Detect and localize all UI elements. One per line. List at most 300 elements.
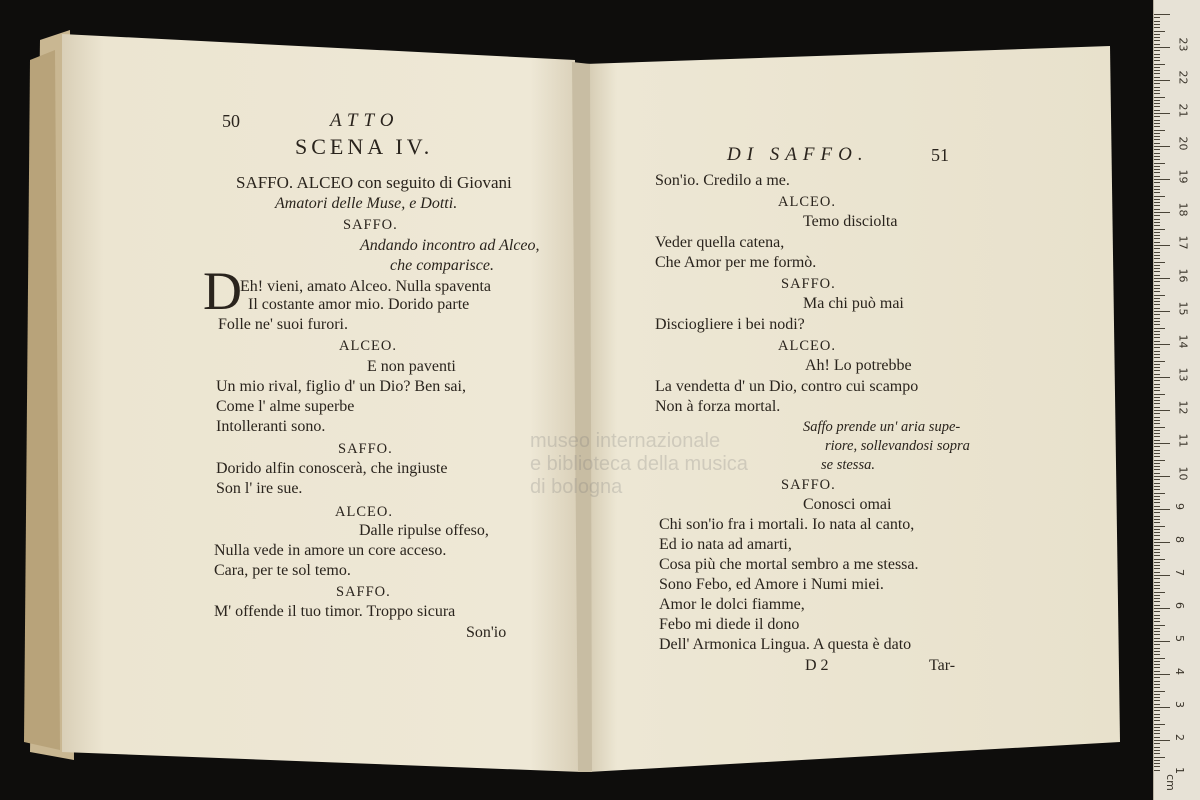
verse-line: Ma chi può mai (803, 295, 904, 312)
ruler-tick (1154, 486, 1160, 487)
ruler-tick (1154, 54, 1160, 55)
speaker-label: SAFFO. (338, 441, 393, 457)
ruler-tick (1154, 615, 1160, 616)
ruler-tick (1154, 351, 1160, 352)
ruler-tick (1154, 469, 1160, 470)
ruler-tick (1154, 436, 1160, 437)
ruler-tick (1154, 403, 1160, 404)
ruler-tick (1154, 205, 1160, 206)
ruler-tick (1154, 743, 1160, 744)
verse-line: Che Amor per me formò. (655, 254, 817, 271)
drop-cap: D (203, 261, 242, 321)
ruler-tick (1154, 298, 1160, 299)
ruler-tick (1154, 146, 1170, 147)
ruler-tick (1154, 750, 1160, 751)
speaker-label: ALCEO. (339, 338, 397, 354)
ruler-tick (1154, 308, 1160, 309)
ruler-tick (1154, 440, 1160, 441)
stage-direction: Saffo prende un' aria supe- (803, 419, 961, 435)
ruler-tick (1154, 763, 1160, 764)
ruler-tick (1154, 384, 1160, 385)
ruler-tick (1154, 608, 1170, 609)
ruler-tick (1154, 661, 1160, 662)
ruler-tick (1154, 64, 1165, 65)
ruler-tick (1154, 770, 1160, 771)
ruler-tick (1154, 295, 1165, 296)
verse-line: Ah! Lo potrebbe (805, 357, 912, 374)
ruler-tick (1154, 410, 1170, 411)
ruler-tick (1154, 466, 1160, 467)
ruler-tick (1154, 720, 1160, 721)
verse-line: La vendetta d' un Dio, contro cui scampo (655, 378, 919, 395)
ruler-tick (1154, 252, 1160, 253)
ruler-tick (1154, 671, 1160, 672)
ruler-tick (1154, 374, 1160, 375)
ruler-tick (1154, 126, 1160, 127)
speaker-label: ALCEO. (335, 504, 393, 520)
stage-direction: che comparisce. (390, 257, 494, 274)
ruler-tick (1154, 502, 1160, 503)
ruler-tick (1154, 103, 1160, 104)
ruler-tick (1154, 714, 1160, 715)
verse-line: Cosa più che mortal sembro a me stessa. (659, 556, 919, 573)
ruler-tick (1154, 691, 1165, 692)
ruler-tick (1154, 93, 1160, 94)
ruler-tick (1154, 288, 1160, 289)
ruler-tick (1154, 496, 1160, 497)
verse-line: Ed io nata ad amarti, (659, 536, 792, 553)
left-page (0, 0, 580, 800)
verse-line: Cara, per te sol temo. (214, 562, 351, 579)
ruler-tick (1154, 737, 1160, 738)
ruler-tick (1154, 255, 1160, 256)
ruler-tick (1154, 149, 1160, 150)
measuring-ruler (1153, 0, 1200, 800)
catchword: Son'io (466, 624, 507, 641)
speaker-label: SAFFO. (336, 584, 391, 600)
ruler-tick (1154, 687, 1160, 688)
ruler-tick (1154, 648, 1160, 649)
ruler-tick (1154, 463, 1160, 464)
ruler-tick (1154, 139, 1160, 140)
ruler-tick (1154, 113, 1170, 114)
ruler-tick (1154, 730, 1160, 731)
verse-line: Chi son'io fra i mortali. Io nata al canto, (659, 516, 915, 533)
ruler-tick (1154, 97, 1165, 98)
verse-line: Sono Febo, ed Amore i Numi miei. (659, 576, 884, 593)
ruler-tick (1154, 473, 1160, 474)
ruler-tick (1154, 400, 1160, 401)
ruler-tick (1154, 73, 1160, 74)
ruler-tick (1154, 407, 1160, 408)
ruler-tick (1154, 186, 1160, 187)
ruler-tick (1154, 562, 1160, 563)
verse-line: Febo mi diede il dono (659, 616, 800, 633)
ruler-tick (1154, 50, 1160, 51)
ruler-tick (1154, 87, 1160, 88)
ruler-tick (1154, 575, 1170, 576)
ruler-tick (1154, 262, 1165, 263)
ruler-tick (1154, 219, 1160, 220)
ruler-tick (1154, 740, 1170, 741)
speaker-label: SAFFO. (781, 477, 836, 493)
ruler-tick (1154, 684, 1160, 685)
ruler-tick (1154, 483, 1160, 484)
ruler-tick (1154, 301, 1160, 302)
ruler-number: 8 (1173, 536, 1186, 543)
scene-title: SCENA IV. (295, 134, 434, 159)
ruler-tick (1154, 545, 1160, 546)
ruler-tick (1154, 499, 1160, 500)
ruler-number: 2 (1173, 734, 1186, 741)
ruler-number: 15 (1176, 301, 1190, 316)
ruler-number: 7 (1173, 569, 1186, 576)
ruler-tick (1154, 321, 1160, 322)
speaker-label: SAFFO. (343, 217, 398, 233)
verse-line: Il costante amor mio. Dorido parte (248, 296, 470, 313)
verse-line: Son l' ire sue. (216, 480, 303, 497)
ruler-tick (1154, 453, 1160, 454)
ruler-tick (1154, 654, 1160, 655)
page-number: 51 (931, 145, 949, 165)
ruler-tick (1154, 202, 1160, 203)
ruler-tick (1154, 443, 1170, 444)
verse-line: M' offende il tuo timor. Troppo sicura (214, 603, 456, 620)
ruler-tick (1154, 638, 1160, 639)
ruler-tick (1154, 681, 1160, 682)
verse-line: Come l' alme superbe (216, 398, 355, 415)
catchword: Tar- (929, 657, 956, 674)
ruler-tick (1154, 130, 1165, 131)
ruler-tick (1154, 582, 1160, 583)
watermark-line: e biblioteca della musica (530, 453, 748, 475)
ruler-tick (1154, 136, 1160, 137)
verse-line: Dell' Armonica Lingua. A questa è dato (659, 636, 912, 653)
verse-line: Dalle ripulse offeso, (359, 522, 489, 539)
ruler-tick (1154, 585, 1160, 586)
ruler-tick (1154, 271, 1160, 272)
ruler-tick (1154, 304, 1160, 305)
running-head: ATTO (330, 110, 400, 131)
ruler-tick (1154, 592, 1165, 593)
ruler-tick (1154, 552, 1160, 553)
ruler-tick (1154, 192, 1160, 193)
verse-line: Nulla vede in amore un core acceso. (214, 542, 447, 559)
ruler-tick (1154, 658, 1165, 659)
running-head: DI SAFFO. (727, 144, 869, 165)
ruler-tick (1154, 667, 1160, 668)
ruler-tick (1154, 106, 1160, 107)
ruler-tick (1154, 153, 1160, 154)
ruler-tick (1154, 397, 1160, 398)
ruler-tick (1154, 159, 1160, 160)
ruler-tick (1154, 664, 1160, 665)
stage-direction: se stessa. (821, 457, 875, 473)
ruler-tick (1154, 215, 1160, 216)
ruler-tick (1154, 509, 1170, 510)
ruler-tick (1154, 598, 1160, 599)
ruler-tick (1154, 516, 1160, 517)
right-page (585, 0, 1145, 800)
verse-line: Folle ne' suoi furori. (218, 316, 348, 333)
ruler-tick (1154, 235, 1160, 236)
ruler-number: 6 (1173, 602, 1186, 609)
ruler-tick (1154, 697, 1160, 698)
ruler-tick (1154, 700, 1160, 701)
ruler-tick (1154, 605, 1160, 606)
stage-heading-cont: Amatori delle Muse, e Dotti. (275, 195, 458, 212)
verse-line (240, 278, 491, 296)
ruler-tick (1154, 394, 1165, 395)
ruler-tick (1154, 747, 1160, 748)
ruler-tick (1154, 430, 1160, 431)
ruler-tick (1154, 380, 1160, 381)
ruler-tick (1154, 387, 1160, 388)
ruler-tick (1154, 248, 1160, 249)
ruler-tick (1154, 34, 1160, 35)
ruler-tick (1154, 222, 1160, 223)
ruler-tick (1154, 291, 1160, 292)
verse-line: Conosci omai (803, 496, 892, 513)
ruler-tick (1154, 456, 1160, 457)
ruler-tick (1154, 753, 1160, 754)
ruler-tick (1154, 710, 1160, 711)
ruler-tick (1154, 245, 1170, 246)
ruler-tick (1154, 446, 1160, 447)
ruler-tick (1154, 278, 1170, 279)
watermark-line: di bologna (530, 476, 623, 498)
ruler-tick (1154, 370, 1160, 371)
ruler-tick (1154, 526, 1165, 527)
verse-line: Intolleranti sono. (216, 418, 326, 435)
ruler-tick (1154, 611, 1160, 612)
ruler-tick (1154, 559, 1165, 560)
ruler-tick (1154, 275, 1160, 276)
ruler-tick (1154, 760, 1160, 761)
watermark-line: museo internazionale (530, 430, 721, 452)
ruler-tick (1154, 595, 1160, 596)
speaker-label: SAFFO. (781, 276, 836, 292)
ruler-tick (1154, 21, 1160, 22)
ruler-tick (1154, 318, 1160, 319)
ruler-tick (1154, 621, 1160, 622)
ruler-tick (1154, 479, 1160, 480)
ruler-tick (1154, 311, 1170, 312)
ruler-tick (1154, 634, 1160, 635)
ruler-tick (1154, 179, 1170, 180)
ruler-tick (1154, 367, 1160, 368)
ruler-number: 9 (1173, 503, 1186, 510)
ruler-tick (1154, 707, 1170, 708)
stage-direction: riore, sollevandosi sopra (825, 438, 970, 454)
ruler-tick (1154, 578, 1160, 579)
stage-heading: SAFFO. ALCEO con seguito di Giovani (236, 173, 512, 192)
ruler-tick (1154, 209, 1160, 210)
ruler-tick (1154, 229, 1165, 230)
ruler-number: 13 (1176, 367, 1190, 382)
ruler-tick (1154, 242, 1160, 243)
verse-line: Temo disciolta (803, 213, 898, 230)
ruler-tick (1154, 625, 1165, 626)
ruler-tick (1154, 225, 1160, 226)
ruler-tick (1154, 420, 1160, 421)
ruler-tick (1154, 40, 1160, 41)
ruler-number: 16 (1176, 268, 1190, 283)
ruler-tick (1154, 641, 1170, 642)
ruler-tick (1154, 314, 1160, 315)
ruler-tick (1154, 651, 1160, 652)
ruler-tick (1154, 476, 1170, 477)
ruler-tick (1154, 644, 1160, 645)
ruler-tick (1154, 172, 1160, 173)
ruler-tick (1154, 542, 1170, 543)
signature-mark: D 2 (805, 657, 829, 674)
ruler-tick (1154, 601, 1160, 602)
ruler-tick (1154, 390, 1160, 391)
ruler-tick (1154, 727, 1160, 728)
ruler-tick (1154, 539, 1160, 540)
ruler-tick (1154, 37, 1160, 38)
ruler-tick (1154, 199, 1160, 200)
ruler-tick (1154, 328, 1165, 329)
ruler-tick (1154, 674, 1170, 675)
ruler-tick (1154, 268, 1160, 269)
ruler-tick (1154, 80, 1170, 81)
ruler-tick (1154, 238, 1160, 239)
ruler-tick (1154, 450, 1160, 451)
ruler-tick (1154, 44, 1160, 45)
ruler-tick (1154, 83, 1160, 84)
ruler-tick (1154, 281, 1160, 282)
ruler-tick (1154, 361, 1165, 362)
ruler-tick (1154, 77, 1160, 78)
ruler-tick (1154, 258, 1160, 259)
ruler-tick (1154, 189, 1160, 190)
ruler-tick (1154, 529, 1160, 530)
ruler-tick (1154, 169, 1160, 170)
ruler-tick (1154, 568, 1160, 569)
ruler-number: 18 (1176, 202, 1190, 217)
ruler-tick (1154, 344, 1170, 345)
ruler-tick (1154, 341, 1160, 342)
ruler-number: 4 (1173, 668, 1186, 675)
verse-line: Veder quella catena, (655, 234, 785, 251)
ruler-tick (1154, 324, 1160, 325)
verse-line: E non paventi (367, 358, 456, 375)
ruler-tick (1154, 182, 1160, 183)
ruler-tick (1154, 265, 1160, 266)
ruler-tick (1154, 166, 1160, 167)
ruler-tick (1154, 143, 1160, 144)
ruler-tick (1154, 423, 1160, 424)
ruler-tick (1154, 232, 1160, 233)
verse-text: Eh! vieni, amato Alceo. Nulla spaventa (240, 278, 492, 295)
ruler-tick (1154, 347, 1160, 348)
ruler-tick (1154, 506, 1160, 507)
ruler-number: 3 (1173, 701, 1186, 708)
speaker-label: ALCEO. (778, 194, 836, 210)
ruler-tick (1154, 519, 1160, 520)
ruler-tick (1154, 133, 1160, 134)
ruler-tick (1154, 677, 1160, 678)
stage-direction: Andando incontro ad Alceo, (360, 237, 540, 254)
ruler-tick (1154, 631, 1160, 632)
ruler-number: 17 (1176, 235, 1190, 250)
ruler-number: 10 (1176, 466, 1190, 481)
ruler-tick (1154, 724, 1165, 725)
ruler-tick (1154, 555, 1160, 556)
ruler-tick (1154, 120, 1160, 121)
ruler-number: 23 (1176, 37, 1190, 52)
ruler-number: 14 (1176, 334, 1190, 349)
ruler-tick (1154, 512, 1160, 513)
ruler-tick (1154, 14, 1170, 15)
verse-line: Disciogliere i bei nodi? (655, 316, 805, 333)
ruler-tick (1154, 766, 1160, 767)
ruler-tick (1154, 535, 1160, 536)
ruler-tick (1154, 100, 1160, 101)
ruler-tick (1154, 31, 1165, 32)
ruler-tick (1154, 565, 1160, 566)
ruler-tick (1154, 460, 1165, 461)
ruler-tick (1154, 196, 1165, 197)
ruler-tick (1154, 337, 1160, 338)
ruler-tick (1154, 90, 1160, 91)
ruler-tick (1154, 717, 1160, 718)
ruler-tick (1154, 433, 1160, 434)
ruler-tick (1154, 427, 1165, 428)
ruler-number: 11 (1176, 433, 1190, 448)
ruler-number: 1 (1173, 767, 1186, 774)
ruler-tick (1154, 354, 1160, 355)
ruler-tick (1154, 704, 1160, 705)
ruler-tick (1154, 413, 1160, 414)
ruler-tick (1154, 17, 1160, 18)
ruler-tick (1154, 334, 1160, 335)
ruler-tick (1154, 60, 1160, 61)
ruler-tick (1154, 47, 1170, 48)
page-number: 50 (222, 111, 240, 131)
ruler-tick (1154, 757, 1165, 758)
ruler-tick (1154, 70, 1160, 71)
ruler-unit: cm (1163, 774, 1177, 791)
ruler-tick (1154, 156, 1160, 157)
ruler-tick (1154, 522, 1160, 523)
ruler-tick (1154, 532, 1160, 533)
ruler-tick (1154, 116, 1160, 117)
ruler-number: 20 (1176, 136, 1190, 151)
ruler-tick (1154, 588, 1160, 589)
ruler-tick (1154, 285, 1160, 286)
ruler-number: 21 (1176, 103, 1190, 118)
verse-line: Non à forza mortal. (655, 398, 781, 415)
ruler-tick (1154, 24, 1160, 25)
ruler-tick (1154, 628, 1160, 629)
ruler-tick (1154, 331, 1160, 332)
ruler-tick (1154, 489, 1160, 490)
ruler-tick (1154, 357, 1160, 358)
verse-line: Son'io. Credilo a me. (655, 172, 790, 189)
ruler-tick (1154, 67, 1160, 68)
ruler-tick (1154, 493, 1165, 494)
ruler-tick (1154, 176, 1160, 177)
ruler-tick (1154, 417, 1160, 418)
ruler-tick (1154, 123, 1160, 124)
ruler-tick (1154, 733, 1160, 734)
ruler-tick (1154, 377, 1170, 378)
verse-line: Dorido alfin conoscerà, che ingiuste (216, 460, 448, 477)
verse-line: Un mio rival, figlio d' un Dio? Ben sai, (216, 378, 466, 395)
